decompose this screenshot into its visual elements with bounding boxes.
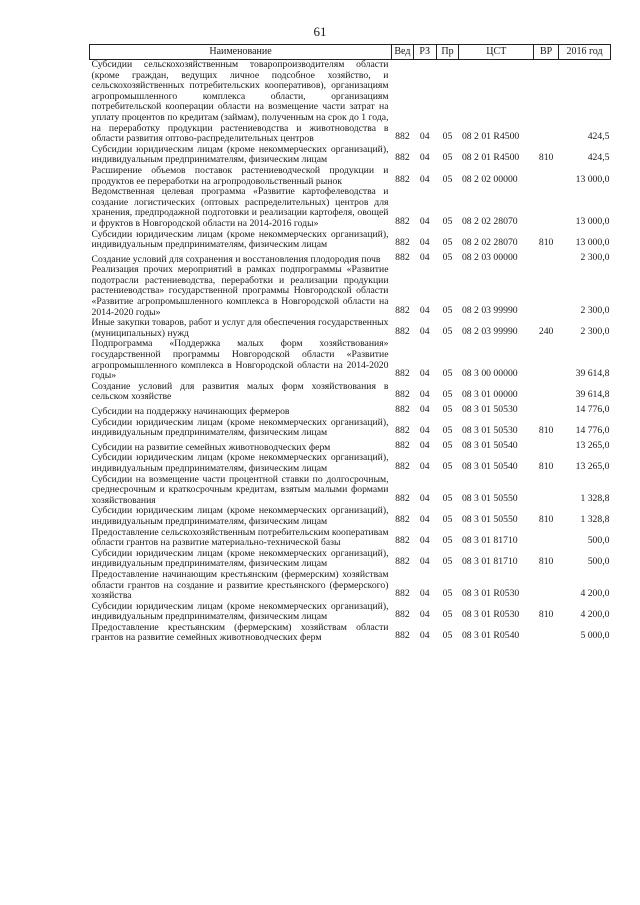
header-pr: Пр (436, 45, 459, 60)
row-cst: 08 3 01 R0530 (461, 588, 520, 600)
table-body (90, 60, 611, 645)
row-rz: 04 (419, 251, 430, 263)
table-row (90, 60, 611, 145)
row-amount: 2 300,0 (580, 251, 610, 263)
budget-table (89, 44, 611, 644)
row-ved: 882 (395, 513, 410, 525)
row-rz: 04 (419, 588, 430, 600)
row-ved: 882 (395, 152, 410, 164)
row-rz: 04 (419, 131, 430, 143)
row-pr: 05 (442, 404, 453, 415)
row-pr: 05 (442, 425, 453, 437)
row-pr: 05 (442, 439, 453, 451)
row-amount: 13 000,0 (575, 215, 610, 227)
row-amount: 4 200,0 (580, 609, 610, 621)
row-name: Реализация прочих мероприятий в рамках подпрограммы «Развитие подотрасли растениеводства, переработки и реализации продукции растениеводства» государственной программы Новгородской области «Развитие агропромышленного комплекса в Новгородской области на 2014-2020 годы» (91, 264, 389, 318)
row-ved: 882 (395, 131, 410, 143)
row-pr: 05 (442, 630, 453, 642)
row-pr: 05 (442, 460, 453, 472)
row-pr: 05 (442, 237, 453, 249)
row-pr: 05 (442, 492, 453, 504)
row-vr (534, 382, 559, 403)
row-name: Расширение объемов поставок растениеводческой продукции и продуктов ее переработки на агропродовольственный рынок (91, 164, 389, 187)
row-ved: 882 (395, 368, 410, 380)
row-cst: 08 2 02 28070 (461, 215, 518, 227)
row-pr: 05 (442, 251, 453, 263)
row-name: Предоставление крестьянским (фермерским) хозяйствам области грантов на развитие семейных животноводческих ферм (91, 621, 389, 644)
row-name: Субсидии юридическим лицам (кроме некоммерческих организаций), индивидуальным предпринимателям, физическим лицам (91, 452, 389, 474)
row-cst: 08 3 01 50540 (461, 439, 518, 451)
row-rz: 04 (419, 152, 430, 164)
row-pr: 05 (442, 588, 453, 600)
row-cst: 08 2 02 28070 (461, 237, 518, 249)
row-cst: 08 2 01 R4500 (461, 131, 520, 143)
row-ved: 882 (395, 556, 410, 568)
row-amount: 14 776,0 (575, 404, 610, 415)
row-cst: 08 2 03 99990 (461, 304, 518, 316)
row-cst: 08 3 01 50530 (461, 425, 518, 437)
table-row (90, 318, 611, 339)
row-amount: 13 265,0 (575, 439, 610, 451)
row-vr (534, 60, 559, 145)
row-name: Субсидии юридическим лицам (кроме некоммерческих организаций), индивидуальным предпринимателям, физическим лицам (91, 600, 389, 623)
table-row (90, 339, 611, 381)
row-vr: 810 (538, 152, 554, 164)
table-row (90, 265, 611, 318)
table-row (90, 439, 611, 454)
row-rz: 04 (419, 556, 430, 568)
row-vr (534, 403, 559, 418)
row-pr: 05 (442, 152, 453, 164)
row-amount: 424,5 (587, 152, 610, 164)
row-name: Субсидии юридическим лицам (кроме некоммерческих организаций), индивидуальным предпринимателям, физическим лицам (91, 547, 389, 570)
row-name: Создание условий для сохранения и восстановления плодородия почв (91, 253, 381, 265)
row-vr: 810 (538, 609, 554, 621)
row-vr (534, 528, 559, 549)
row-ved: 882 (395, 251, 410, 263)
table-row (90, 145, 611, 166)
row-ved: 882 (395, 237, 410, 249)
row-rz: 04 (419, 173, 430, 185)
row-rz: 04 (419, 609, 430, 621)
row-cst: 08 3 01 50530 (461, 404, 518, 415)
row-vr (534, 339, 559, 381)
row-amount: 1 328,8 (580, 513, 610, 525)
row-cst: 08 2 01 R4500 (461, 152, 520, 164)
row-vr: 810 (538, 513, 554, 525)
row-name: Предоставление начинающим крестьянским (фермерским) хозяйствам области грантов на создание и развитие крестьянского (фермерского) хозяйства (91, 568, 389, 602)
row-name: Предоставление сельскохозяйственным потребительским кооперативам области грантов на развитие материально-технической базы (91, 526, 389, 549)
table-row (90, 251, 611, 266)
table-row (90, 382, 611, 403)
row-ved: 882 (395, 304, 410, 316)
row-pr: 05 (442, 325, 453, 337)
table-row (90, 187, 611, 229)
row-rz: 04 (419, 460, 430, 472)
row-amount: 39 614,8 (575, 368, 610, 380)
row-vr: 810 (538, 237, 554, 249)
table-row (90, 403, 611, 418)
table-row (90, 623, 611, 644)
header-vr: ВР (534, 45, 559, 60)
row-cst: 08 3 01 50540 (461, 460, 518, 472)
table-row (90, 506, 611, 527)
row-amount: 14 776,0 (575, 425, 610, 437)
row-pr: 05 (442, 131, 453, 143)
row-ved: 882 (395, 439, 410, 451)
row-pr: 05 (442, 215, 453, 227)
row-name: Субсидии юридическим лицам (кроме некоммерческих организаций), индивидуальным предпринимателям, физическим лицам (91, 228, 389, 251)
row-cst: 08 3 01 81710 (461, 556, 518, 568)
header-name: Наименование (90, 45, 392, 60)
row-vr (534, 166, 559, 187)
row-vr: 810 (538, 460, 554, 472)
row-cst: 08 3 01 81710 (461, 535, 518, 547)
row-cst: 08 3 01 00000 (461, 389, 518, 401)
row-pr: 05 (442, 304, 453, 316)
row-vr (534, 251, 559, 266)
table-row (90, 570, 611, 602)
row-rz: 04 (419, 492, 430, 504)
row-ved: 882 (395, 630, 410, 642)
row-ved: 882 (395, 492, 410, 504)
row-cst: 08 2 03 00000 (461, 251, 518, 263)
row-cst: 08 3 00 00000 (461, 368, 518, 380)
row-ved: 882 (395, 173, 410, 185)
table-row (90, 602, 611, 623)
row-rz: 04 (419, 425, 430, 437)
table-row (90, 528, 611, 549)
table-row (90, 453, 611, 474)
row-amount: 1 328,8 (580, 492, 610, 504)
page-number: 61 (313, 24, 327, 39)
row-pr: 05 (442, 513, 453, 525)
row-rz: 04 (419, 404, 430, 415)
row-amount: 13 265,0 (575, 460, 610, 472)
row-pr: 05 (442, 535, 453, 547)
row-rz: 04 (419, 368, 430, 380)
row-vr (534, 475, 559, 507)
row-vr (534, 265, 559, 318)
row-ved: 882 (395, 404, 410, 415)
row-name: Ведомственная целевая программа «Развитие картофелеводства и создание логистических (оптовых распределительных) центров для хранения, предпродажной подготовки и реализации картофеля, овощей и фруктов в Новгородской области на 2014-2016 годы» (91, 186, 389, 229)
header-year: 2016 год (559, 45, 611, 60)
row-cst: 08 3 01 R0540 (461, 630, 520, 642)
row-name: Иные закупки товаров, работ и услуг для обеспечения государственных (муниципальных) нужд (91, 317, 389, 339)
table-row (90, 475, 611, 507)
row-amount: 13 000,0 (575, 237, 610, 249)
header-rz: РЗ (413, 45, 436, 60)
row-pr: 05 (442, 609, 453, 621)
row-name: Подпрограмма «Поддержка малых форм хозяйствования» государственной программы Новгородской области «Развитие агропромышленного комплекса в Новгородской области на 2014-2020 годы» (91, 338, 389, 382)
row-rz: 04 (419, 439, 430, 451)
row-vr: 810 (538, 425, 554, 437)
row-name: Субсидии юридическим лицам (кроме некоммерческих организаций), индивидуальным предпринимателям, физическим лицам (91, 143, 389, 166)
row-amount: 5 000,0 (580, 630, 610, 642)
row-vr (534, 439, 559, 454)
row-rz: 04 (419, 535, 430, 547)
row-amount: 13 000,0 (575, 173, 610, 185)
row-vr: 240 (538, 325, 554, 337)
row-name: Субсидии на поддержку начинающих фермеров (91, 406, 290, 417)
row-pr: 05 (442, 389, 453, 401)
row-name: Создание условий для развития малых форм хозяйствования в сельском хозяйстве (91, 380, 389, 403)
row-amount: 39 614,8 (575, 389, 610, 401)
row-amount: 2 300,0 (580, 304, 610, 316)
row-rz: 04 (419, 325, 430, 337)
row-vr (534, 570, 559, 602)
row-vr (534, 187, 559, 229)
row-rz: 04 (419, 215, 430, 227)
row-ved: 882 (395, 425, 410, 437)
row-rz: 04 (419, 237, 430, 249)
row-vr (534, 623, 559, 644)
row-cst: 08 3 01 R0530 (461, 609, 520, 621)
row-pr: 05 (442, 173, 453, 185)
row-amount: 2 300,0 (580, 325, 610, 337)
table-row (90, 549, 611, 570)
row-rz: 04 (419, 389, 430, 401)
row-ved: 882 (395, 588, 410, 600)
row-ved: 882 (395, 535, 410, 547)
row-vr: 810 (538, 556, 554, 568)
row-cst: 08 3 01 50550 (461, 492, 518, 504)
table-row (90, 418, 611, 439)
row-ved: 882 (395, 215, 410, 227)
row-cst: 08 3 01 50550 (461, 513, 518, 525)
table-row (90, 230, 611, 251)
row-pr: 05 (442, 368, 453, 380)
row-name: Субсидии юридическим лицам (кроме некоммерческих организаций), индивидуальным предпринимателям, физическим лицам (91, 505, 389, 527)
row-cst: 08 2 02 00000 (461, 173, 518, 185)
row-amount: 500,0 (587, 556, 610, 568)
row-name: Субсидии сельскохозяйственным товаропроизводителям области (кроме граждан, ведущих личное подсобное хозяйство, и сельскохозяйственных потребительских кооперативов), организациям агропромышленного комплекса области, организациям потребительской кооперации области на возмещение части затрат на уплату процентов по кредитам (займам), полученным на срок до 1 года, на переработку продукции растениеводства и животноводства в области развития оптово-распределительных центров (91, 59, 389, 145)
row-name: Субсидии на развитие семейных животноводческих ферм (91, 441, 331, 453)
row-name: Субсидии на возмещение части процентной ставки по долгосрочным, среднесрочным и краткосрочным кредитам, взятым малыми формами хозяйствования (91, 473, 389, 506)
header-ved: Вед (392, 45, 414, 60)
table-header (90, 45, 611, 60)
row-pr: 05 (442, 556, 453, 568)
header-cst: ЦСТ (459, 45, 534, 60)
row-ved: 882 (395, 389, 410, 401)
table-row (90, 166, 611, 187)
row-cst: 08 2 03 99990 (461, 325, 518, 337)
row-amount: 424,5 (587, 131, 610, 143)
row-rz: 04 (419, 513, 430, 525)
row-amount: 4 200,0 (580, 588, 610, 600)
row-rz: 04 (419, 304, 430, 316)
row-name: Субсидии юридическим лицам (кроме некоммерческих организаций), индивидуальным предпринимателям, физическим лицам (91, 416, 389, 439)
row-ved: 882 (395, 325, 410, 337)
row-ved: 882 (395, 460, 410, 472)
row-amount: 500,0 (587, 535, 610, 547)
row-ved: 882 (395, 609, 410, 621)
row-rz: 04 (419, 630, 430, 642)
